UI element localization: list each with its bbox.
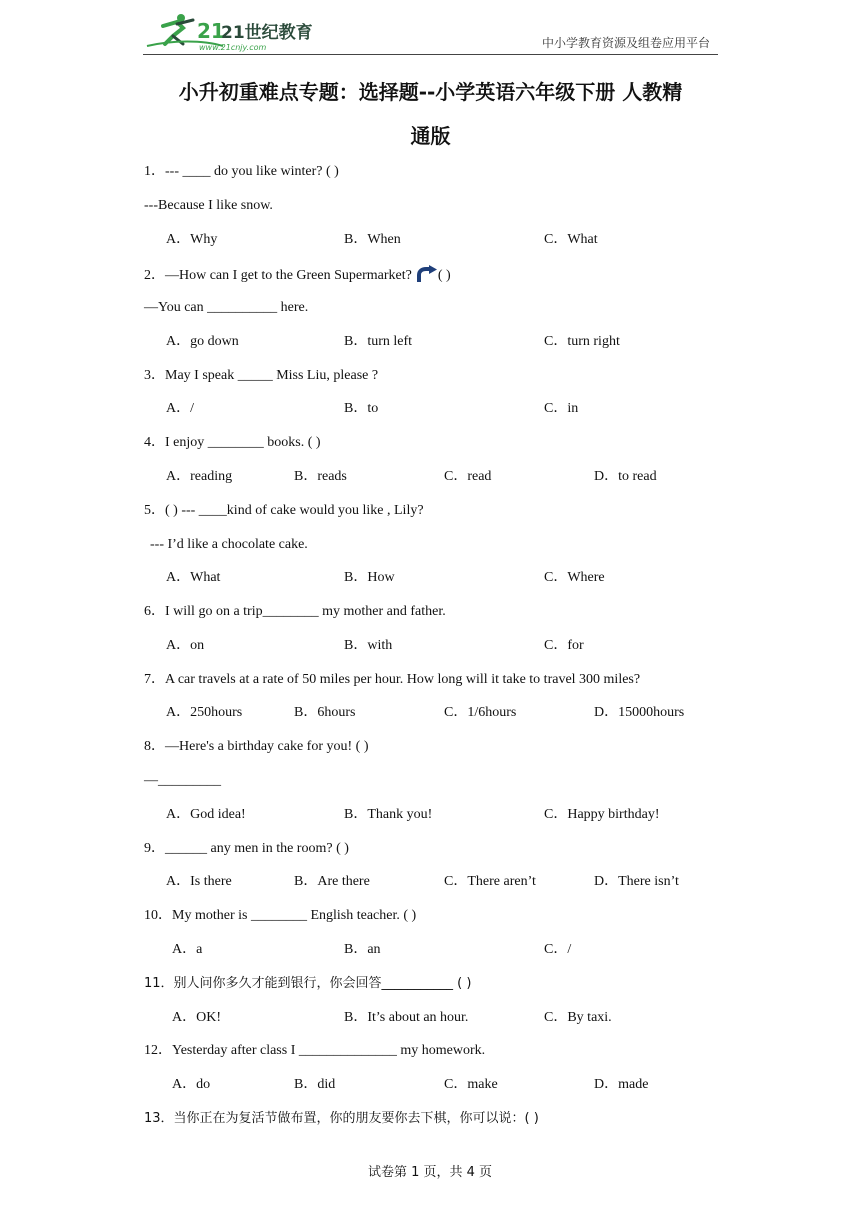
question-2-option-c[interactable]: C．turn right	[544, 334, 620, 349]
question-4-option-b[interactable]: B．reads	[294, 469, 347, 484]
question-9-stem: 9．______ any men in the room? ( )	[144, 841, 349, 856]
question-2-bracket: ( )	[437, 268, 451, 283]
question-2-option-a[interactable]: A．go down	[166, 334, 239, 349]
question-5-option-b[interactable]: B．How	[344, 570, 395, 585]
platform-name: 中小学教育资源及组卷应用平台	[541, 36, 710, 50]
question-8-option-b[interactable]: B．Thank you!	[344, 807, 433, 822]
question-8-option-a[interactable]: A．God idea!	[166, 807, 246, 822]
question-12-option-b[interactable]: B．did	[294, 1077, 336, 1092]
question-8-option-c[interactable]: C．Happy birthday!	[544, 807, 660, 822]
question-5-option-c[interactable]: C．Where	[544, 570, 605, 585]
question-1-option-a[interactable]: A．Why	[166, 232, 218, 247]
question-10-option-c[interactable]: C．/	[544, 942, 572, 957]
question-2-stem	[144, 265, 451, 285]
question-3-option-b[interactable]: B．to	[344, 401, 379, 416]
question-1-line2: ---Because I like snow.	[144, 198, 273, 213]
question-4-stem: 4．I enjoy ________ books. ( )	[144, 435, 321, 450]
question-6-option-c[interactable]: C．for	[544, 638, 584, 653]
question-8-line2: —_________	[144, 773, 221, 788]
svg-text:21: 21	[197, 19, 225, 43]
question-7-option-b[interactable]: B．6hours	[294, 705, 356, 720]
logo-21cnjy	[143, 10, 313, 54]
turn-right-arrow-icon	[416, 265, 438, 283]
question-2-option-b[interactable]: B．turn left	[344, 334, 413, 349]
question-12-option-d[interactable]: D．made	[594, 1077, 649, 1092]
question-1-option-b[interactable]: B．When	[344, 232, 401, 247]
question-11-option-b[interactable]: B．It’s about an hour.	[344, 1010, 469, 1025]
question-4-option-c[interactable]: C．read	[444, 469, 492, 484]
question-4-option-d[interactable]: D．to read	[594, 469, 657, 484]
question-9-option-c[interactable]: C．There aren’t	[444, 874, 536, 889]
question-10-option-b[interactable]: B．an	[344, 942, 381, 957]
question-7-option-a[interactable]: A．250hours	[166, 705, 243, 720]
question-12-option-c[interactable]: C．make	[444, 1077, 498, 1092]
question-4-option-a[interactable]: A．reading	[166, 469, 233, 484]
question-7-option-c[interactable]: C．1/6hours	[444, 705, 517, 720]
question-2-stem-text: 2．—How can I get to the Green Supermarket?	[144, 268, 412, 283]
page-footer: 试卷第 1 页，共 4 页	[367, 1165, 493, 1180]
question-7-option-d[interactable]: D．15000hours	[594, 705, 685, 720]
question-12-stem: 12．Yesterday after class I ______________ my homework.	[144, 1043, 486, 1058]
question-11-option-c[interactable]: C．By taxi.	[544, 1010, 612, 1025]
logo-text: 21世纪教育	[221, 23, 313, 43]
question-3-stem: 3．May I speak _____ Miss Liu, please ?	[144, 368, 379, 383]
question-1-option-c[interactable]: C．What	[544, 232, 598, 247]
page-title-line2: 通版	[410, 124, 451, 148]
question-11-option-a[interactable]: A．OK!	[172, 1010, 221, 1025]
question-6-stem: 6．I will go on a trip________ my mother and father.	[144, 604, 446, 619]
question-6-option-a[interactable]: A．on	[166, 638, 205, 653]
question-7-stem: 7．A car travels at a rate of 50 miles per hour. How long will it take to travel 300 miles?	[144, 672, 641, 687]
page-title-line1: 小升初重难点专题：选择题--小学英语六年级下册 人教精	[178, 80, 683, 104]
question-8-stem: 8．—Here's a birthday cake for you! ( )	[144, 739, 369, 754]
question-10-stem: 10．My mother is ________ English teacher. ( )	[144, 908, 417, 923]
question-9-option-d[interactable]: D．There isn’t	[594, 874, 679, 889]
logo-url: www.21cnjy.com	[199, 43, 267, 52]
question-12-option-a[interactable]: A．do	[172, 1077, 211, 1092]
question-5-line2: --- I’d like a chocolate cake.	[150, 537, 308, 552]
question-5-option-a[interactable]: A．What	[166, 570, 221, 585]
question-9-option-a[interactable]: A．Is there	[166, 874, 232, 889]
question-5-stem: 5．( ) --- ____kind of cake would you like , Lily?	[144, 503, 424, 518]
page-header	[143, 10, 718, 55]
question-3-option-c[interactable]: C．in	[544, 401, 579, 416]
question-11-stem: 11．别人问你多久才能到银行，你会回答___________ ( )	[144, 976, 472, 991]
question-6-option-b[interactable]: B．with	[344, 638, 393, 653]
question-10-option-a[interactable]: A．a	[172, 942, 203, 957]
question-2-line2: —You can __________ here.	[144, 300, 309, 315]
question-13-stem: 13．当你正在为复活节做布置，你的朋友要你去下棋，你可以说：( )	[144, 1111, 539, 1126]
question-3-option-a[interactable]: A．/	[166, 401, 194, 416]
question-1-stem: 1．--- ____ do you like winter? ( )	[144, 164, 339, 179]
question-9-option-b[interactable]: B．Are there	[294, 874, 370, 889]
